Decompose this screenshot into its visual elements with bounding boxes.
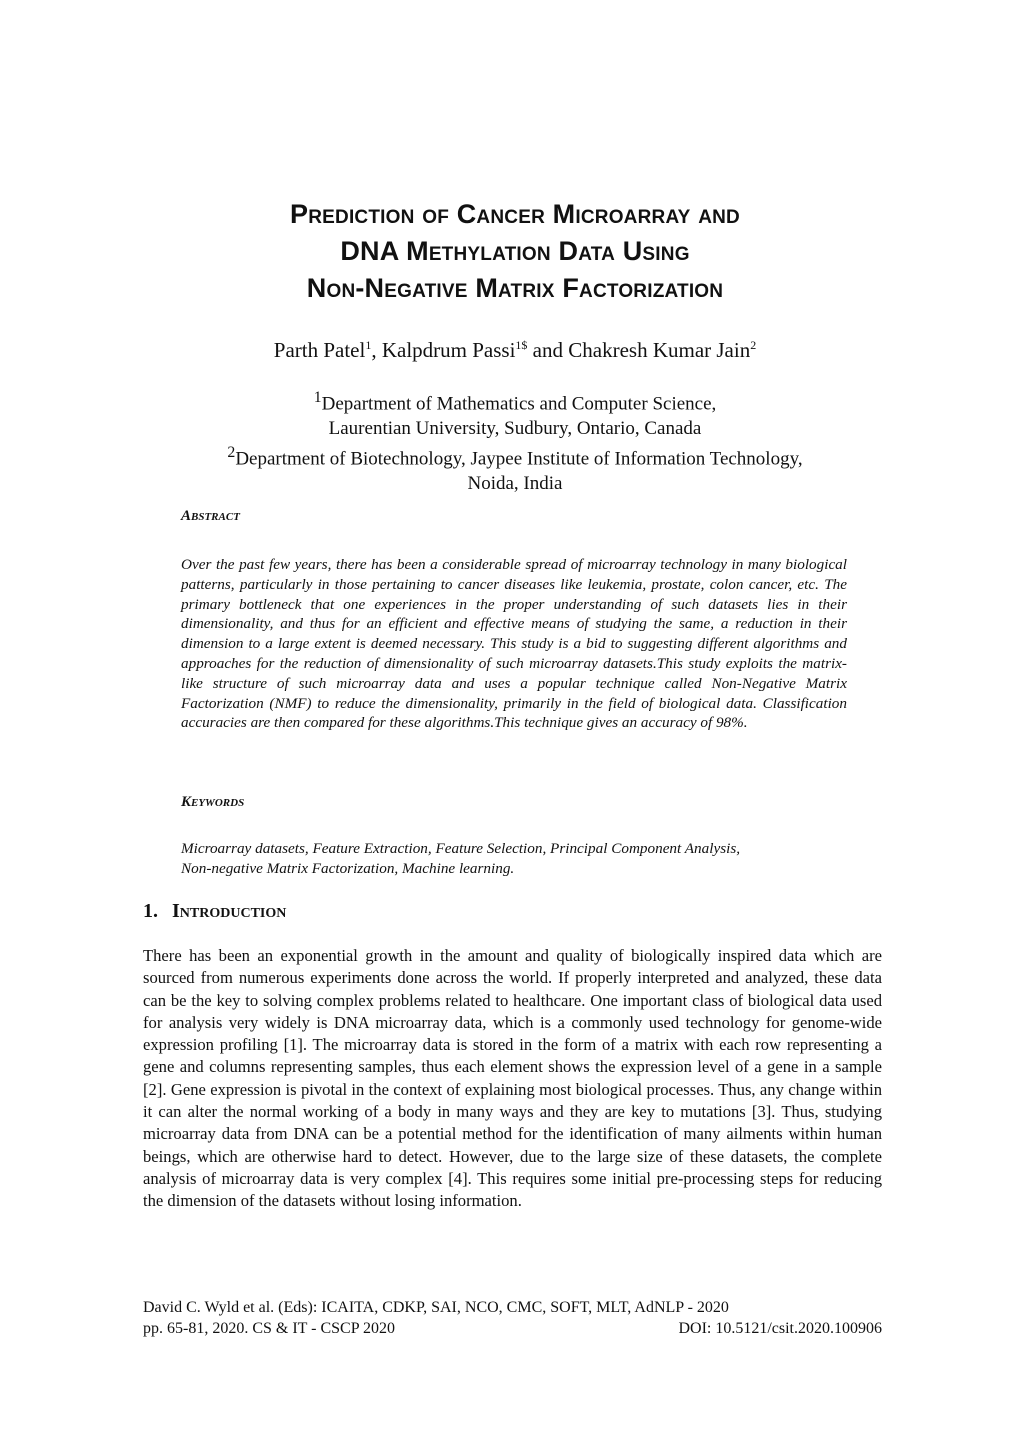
- affiliation-1: $^1$Department of Mathematics and Computer Science,: [313, 389, 717, 415]
- author-separator: ,: [371, 338, 382, 362]
- author-list: [100, 336, 930, 364]
- section-title: Introduction: [172, 900, 287, 922]
- keywords-line: Microarray datasets, Feature Extraction, Feature Selection, Principal Component Analysis,: [181, 840, 741, 857]
- page-footer: [143, 1297, 882, 1339]
- author-affiliation-mark: 1$: [515, 338, 528, 352]
- affiliation-2: $^2$Department of Biotechnology, Jaypee Institute of Information Technology,: [227, 444, 803, 470]
- affiliation-mark: 1: [313, 389, 322, 406]
- abstract-text: Over the past few years, there has been a considerable spread of microarray technology in many biological patterns, particularly in those pertaining to cancer diseases like leukemia, prostate, colon cancer, etc. The primary bottleneck that one experiences in the proper understanding of such datasets lies in their dimensionality, and thus for an efficient and effective means of studying the same, a reduction in their dimension to a large extent is deemed necessary. This study is a bid to suggesting different algorithms and approaches for the reduction of dimensionality of such microarray datasets.This study exploits the matrix-like structure of such microarray data and uses a popular technique called Non-Negative Matrix Factorization (NMF) to reduce the dimensionality, primarily in the field of biological data. Classification accuracies are then compared for these algorithms.This technique gives an accuracy of 98%.: [181, 556, 847, 732]
- affiliation-2-address: Noida, India: [467, 473, 563, 495]
- footer-editors: David C. Wyld et al. (Eds): ICAITA, CDKP, SAI, NCO, CMC, SOFT, MLT, AdNLP - 2020: [143, 1299, 729, 1316]
- keywords-text: [181, 839, 847, 879]
- author-name: Parth Patel: [273, 338, 366, 362]
- author-affiliation-mark: 2: [750, 338, 757, 352]
- section-number: 1.: [143, 900, 158, 922]
- footer-row: [143, 1318, 882, 1339]
- affiliation-1-address: Laurentian University, Sudbury, Ontario, Canada: [328, 417, 702, 439]
- title-line: DNA Methylation Data Using: [340, 236, 690, 266]
- introduction-text: There has been an exponential growth in the amount and quality of biologically inspired data which are sourced from numerous experiments done across the world. If properly interpreted and analyzed, these data can be the key to solving complex problems related to healthcare. One important class of biological data used for analysis very widely is DNA microarray data, which is a commonly used technology for genome-wide expression profiling [1]. The microarray data is stored in the form of a matrix with each row representing a gene and columns representing samples, thus each element shows the expression level of a gene in a sample [2]. Gene expression is pivotal in the context of explaining most biological processes. Thus, any change within it can alter the normal working of a body in many ways and they are key to mutations [3]. Thus, studying microarray data from DNA can be a potential method for the identification of many ailments within human beings, which are otherwise hard to detect. However, due to the large size of these datasets, the complete analysis of microarray data is very complex [4]. This requires some initial pre-processing steps for reducing the dimension of the datasets without losing information.: [143, 946, 882, 1211]
- abstract-heading: Abstract: [181, 508, 240, 524]
- author-separator: and: [527, 338, 569, 362]
- author-name: Kalpdrum Passi: [381, 338, 516, 362]
- keywords-heading: Keywords: [181, 794, 245, 810]
- title-line: Non-Negative Matrix Factorization: [306, 273, 724, 303]
- affiliation-mark: 2: [227, 444, 236, 462]
- author-affiliation-mark: 1: [365, 338, 372, 352]
- author-name: Chakresh Kumar Jain: [568, 338, 751, 362]
- affiliations: [100, 386, 930, 497]
- keywords-line: Non-negative Matrix Factorization, Machine learning.: [181, 859, 515, 877]
- title-line: Prediction of Cancer Microarray and: [290, 199, 740, 229]
- paper-title: [100, 196, 930, 307]
- footer-pages: pp. 65-81, 2020. CS & IT - CSCP 2020: [143, 1320, 396, 1337]
- footer-doi: DOI: 10.5121/csit.2020.100906: [678, 1320, 882, 1337]
- introduction-heading: [143, 900, 286, 923]
